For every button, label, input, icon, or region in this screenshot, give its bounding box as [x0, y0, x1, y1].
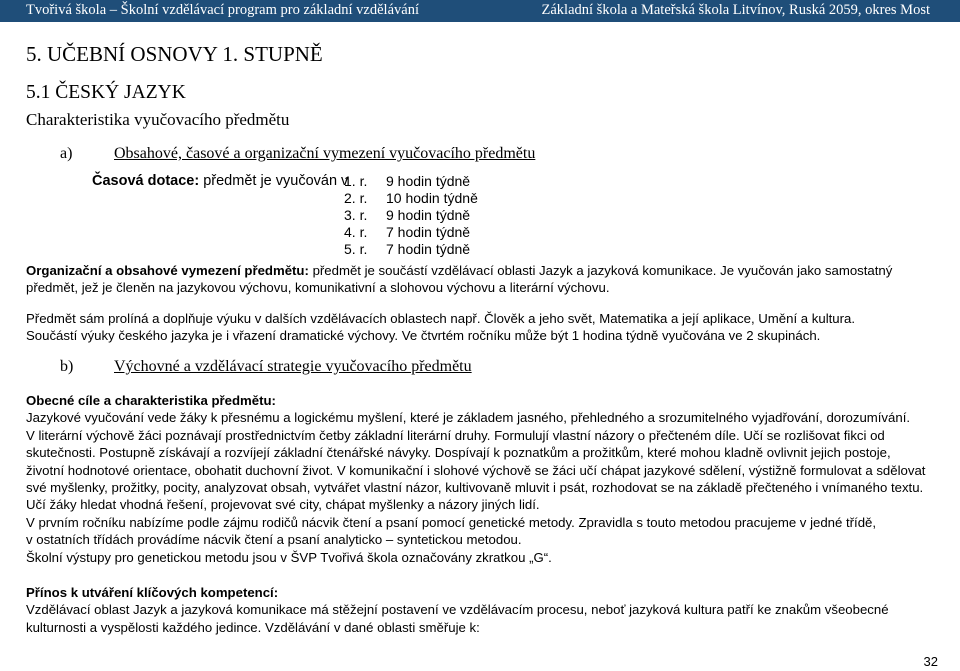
- year-label: 1. r.: [344, 173, 368, 189]
- section-b-label: b): [60, 358, 74, 375]
- hours-value: 10 hodin týdně: [386, 190, 478, 206]
- section-b-heading: [60, 358, 472, 376]
- goals-paragraph: [26, 392, 938, 566]
- time-allocation-text: předmět je vyučován v: [203, 173, 349, 189]
- year-label: 4. r.: [344, 224, 368, 240]
- integration-paragraph: [26, 310, 938, 345]
- integration-line: Součástí výuky českého jazyka je i vřazení dramatické výchovy. Ve čtvrtém ročníku může být 1 hodina týdně vyučována ve 2 skupinách.: [26, 328, 821, 344]
- hours-row: [344, 241, 478, 258]
- time-allocation: [92, 173, 348, 189]
- hours-value: 9 hodin týdně: [386, 207, 471, 223]
- competences-paragraph: [26, 584, 938, 636]
- competences-line: kulturnosti a vyspělosti každého jedince. Vzdělávání v dané oblasti směřuje k:: [26, 619, 480, 635]
- header-right-text: Základní škola a Mateřská škola Litvínov, Ruská 2059, okres Most: [541, 2, 930, 18]
- org-paragraph: [26, 262, 938, 297]
- section-a-heading: [60, 145, 535, 163]
- org-line: předmět, jež je členěn na jazykovou výchovu, komunikativní a slohovou výchovu a literární výchovu.: [26, 280, 610, 296]
- hours-row: [344, 190, 478, 207]
- year-label: 2. r.: [344, 190, 368, 206]
- time-allocation-label: Časová dotace:: [92, 173, 200, 189]
- hours-row: [344, 224, 478, 241]
- goals-line: Učí žáky hledat vhodná řešení, projevovat své city, chápat myšlenky a názory jiných lidí.: [26, 497, 540, 513]
- goals-line: V literární výchově žáci poznávají prostřednictvím četby základní literární druhy. Formulují vlastní názory o přečteném díle. Učí se rozlišovat fikci od: [26, 427, 885, 443]
- goals-line: skutečnosti. Postupně získávají a rozvíjejí základní čtenářské návyky. Dospívají k poznatkům a prožitkům, které mohou kladně ovlivnit jejich postoje,: [26, 445, 891, 461]
- goals-line: své myšlenky, prožitky, pocity, analyzovat obsah, vytvářet vlastní názor, kultivovaně mluvit i psát, rozhodovat se na základě přečteného i vnímaného textu.: [26, 480, 924, 496]
- page-number: 32: [923, 654, 938, 669]
- hours-row: [344, 173, 478, 190]
- section-a-title: Obsahové, časové a organizační vymezení vyučovacího předmětu: [114, 145, 536, 162]
- goals-line: Školní výstupy pro genetickou metodu jsou v ŠVP Tvořivá škola označovány zkratkou „G“.: [26, 549, 552, 565]
- year-label: 3. r.: [344, 207, 368, 223]
- hours-value: 9 hodin týdně: [386, 173, 471, 189]
- goals-line: V prvním ročníku nabízíme podle zájmu rodičů nácvik čtení a psaní pomocí genetické metody. Zpravidla s touto metodou pracujeme v jedné třídě,: [26, 514, 877, 530]
- org-line: předmět je součástí vzdělávací oblasti Jazyk a jazyková komunikace. Je vyučován jako samostatný: [312, 263, 893, 278]
- hours-value: 7 hodin týdně: [386, 241, 471, 257]
- goals-line: v ostatních třídách provádíme nácvik čtení a psaní analyticko – syntetickou metodou.: [26, 532, 522, 548]
- hours-row: [344, 207, 478, 224]
- goals-line: životní hodnotové orientace, obohatit duchovní život. V komunikační i slohové výchově se žáci učí chápat jazykové sdělení, výstižně formulovat a sdělovat: [26, 462, 926, 478]
- section-a-label: a): [60, 145, 73, 162]
- chapter-heading: 5. UČEBNÍ OSNOVY 1. STUPNĚ: [26, 42, 323, 66]
- integration-line: Předmět sám prolíná a doplňuje výuku v dalších vzdělávacích oblastech např. Člověk a jeho svět, Matematika a její aplikace, Umění a kultura.: [26, 311, 856, 326]
- section-b-title: Výchovné a vzdělávací strategie vyučovacího předmětu: [114, 358, 472, 375]
- hours-value: 7 hodin týdně: [386, 224, 471, 240]
- goals-label: Obecné cíle a charakteristika předmětu:: [26, 393, 276, 408]
- goals-line: Jazykové vyučování vede žáky k přesnému a logickému myšlení, které je základem jasného, přehledného a srozumitelného vyjadřování, dorozumívání.: [26, 410, 911, 426]
- year-label: 5. r.: [344, 241, 368, 257]
- competences-label: Přínos k utváření klíčových kompetencí:: [26, 585, 279, 600]
- hours-list: [344, 173, 478, 258]
- header-left-text: Tvořivá škola – Školní vzdělávací program pro základní vzdělávání: [26, 2, 419, 18]
- competences-line: Vzdělávací oblast Jazyk a jazyková komunikace má stěžejní postavení ve vzdělávacím procesu, neboť jazyková kultura patří ke znakům všeobecné: [26, 602, 889, 618]
- org-label: Organizační a obsahové vymezení předmětu:: [26, 263, 309, 278]
- section-heading: Charakteristika vyučovacího předmětu: [26, 110, 290, 129]
- page-header: [0, 0, 960, 22]
- subject-heading: 5.1 ČESKÝ JAZYK: [26, 82, 186, 103]
